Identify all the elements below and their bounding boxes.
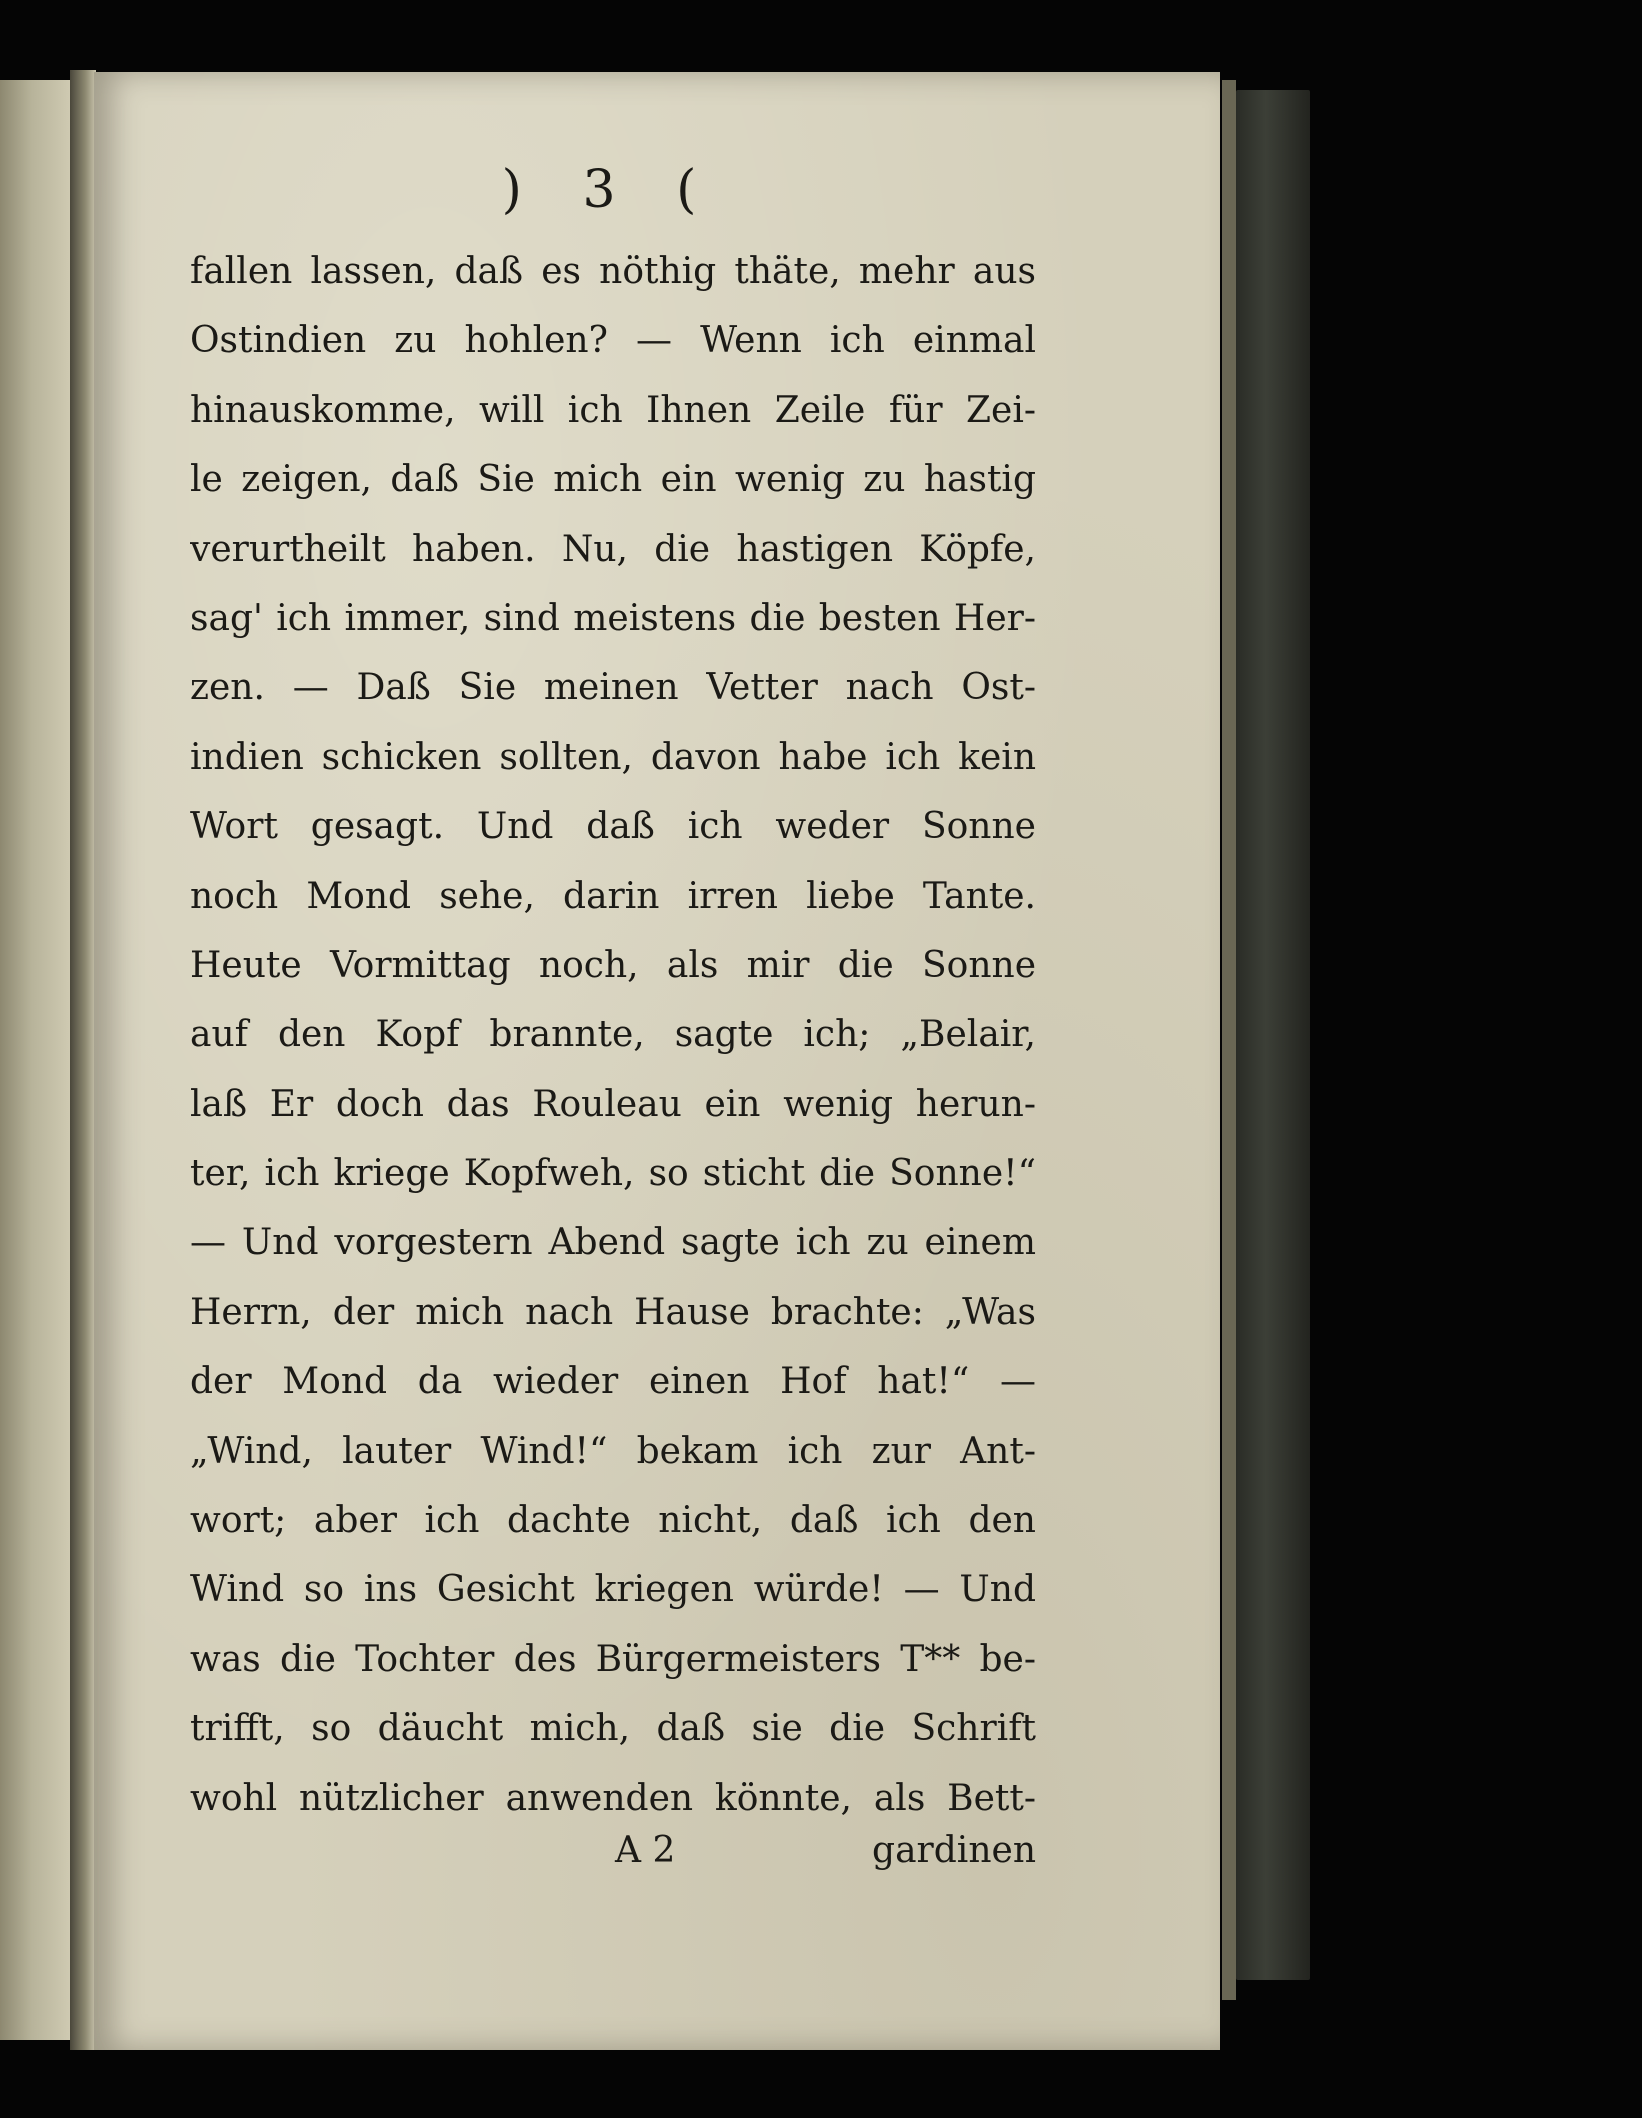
text-line: Wort gesagt. Und daß ich weder Sonne xyxy=(190,806,1036,848)
text-line: laß Er doch das Rouleau ein wenig herun- xyxy=(190,1083,1036,1125)
body-text xyxy=(190,237,1036,1833)
text-line: Heute Vormittag noch, als mir die Sonne xyxy=(190,944,1036,986)
text-line: auf den Kopf brannte, sagte ich; „Belair, xyxy=(190,1014,1036,1056)
text-line: ter, ich kriege Kopfweh, so sticht die Sonne!“ xyxy=(190,1153,1036,1195)
text-line: fallen lassen, daß es nöthig thäte, mehr aus xyxy=(190,251,1036,292)
page-footer xyxy=(190,1822,1036,1892)
text-line: sag' ich immer, sind meistens die besten Her- xyxy=(190,597,1036,639)
book-cover xyxy=(1236,90,1310,1980)
text-line: Wind so ins Gesicht kriegen würde! — Und xyxy=(190,1569,1036,1611)
text-line: wohl nützlicher anwenden könnte, als Bett- xyxy=(190,1777,1036,1819)
page-edges xyxy=(1222,80,1236,2000)
book-gutter xyxy=(70,70,96,2050)
page-number-header: ) 3 ( xyxy=(501,160,719,220)
text-line: — Und vorgestern Abend sagte ich zu einem xyxy=(190,1222,1036,1264)
text-line: hinauskomme, will ich Ihnen Zeile für Zei- xyxy=(190,389,1036,431)
signature-mark: A 2 xyxy=(615,1830,676,1871)
text-line: indien schicken sollten, davon habe ich kein xyxy=(190,736,1036,778)
text-line: noch Mond sehe, darin irren liebe Tante. xyxy=(190,875,1036,917)
text-line: zen. — Daß Sie meinen Vetter nach Ost- xyxy=(190,667,1036,709)
text-line: Ostindien zu hohlen? — Wenn ich einmal xyxy=(190,320,1036,362)
text-line: der Mond da wieder einen Hof hat!“ — xyxy=(190,1361,1036,1403)
catchword: gardinen xyxy=(872,1830,1036,1871)
left-page-edge xyxy=(0,80,73,2040)
text-line: was die Tochter des Bürgermeisters T** be- xyxy=(190,1638,1036,1680)
text-line: le zeigen, daß Sie mich ein wenig zu hastig xyxy=(190,459,1036,501)
text-line: verurtheilt haben. Nu, die hastigen Köpfe, xyxy=(190,528,1036,570)
text-line: „Wind, lauter Wind!“ bekam ich zur Ant- xyxy=(190,1430,1036,1472)
text-line: Herrn, der mich nach Hause brachte: „Was xyxy=(190,1291,1036,1333)
text-line: wort; aber ich dachte nicht, daß ich den xyxy=(190,1500,1036,1542)
text-line: trifft, so däucht mich, daß sie die Schrift xyxy=(190,1708,1036,1750)
